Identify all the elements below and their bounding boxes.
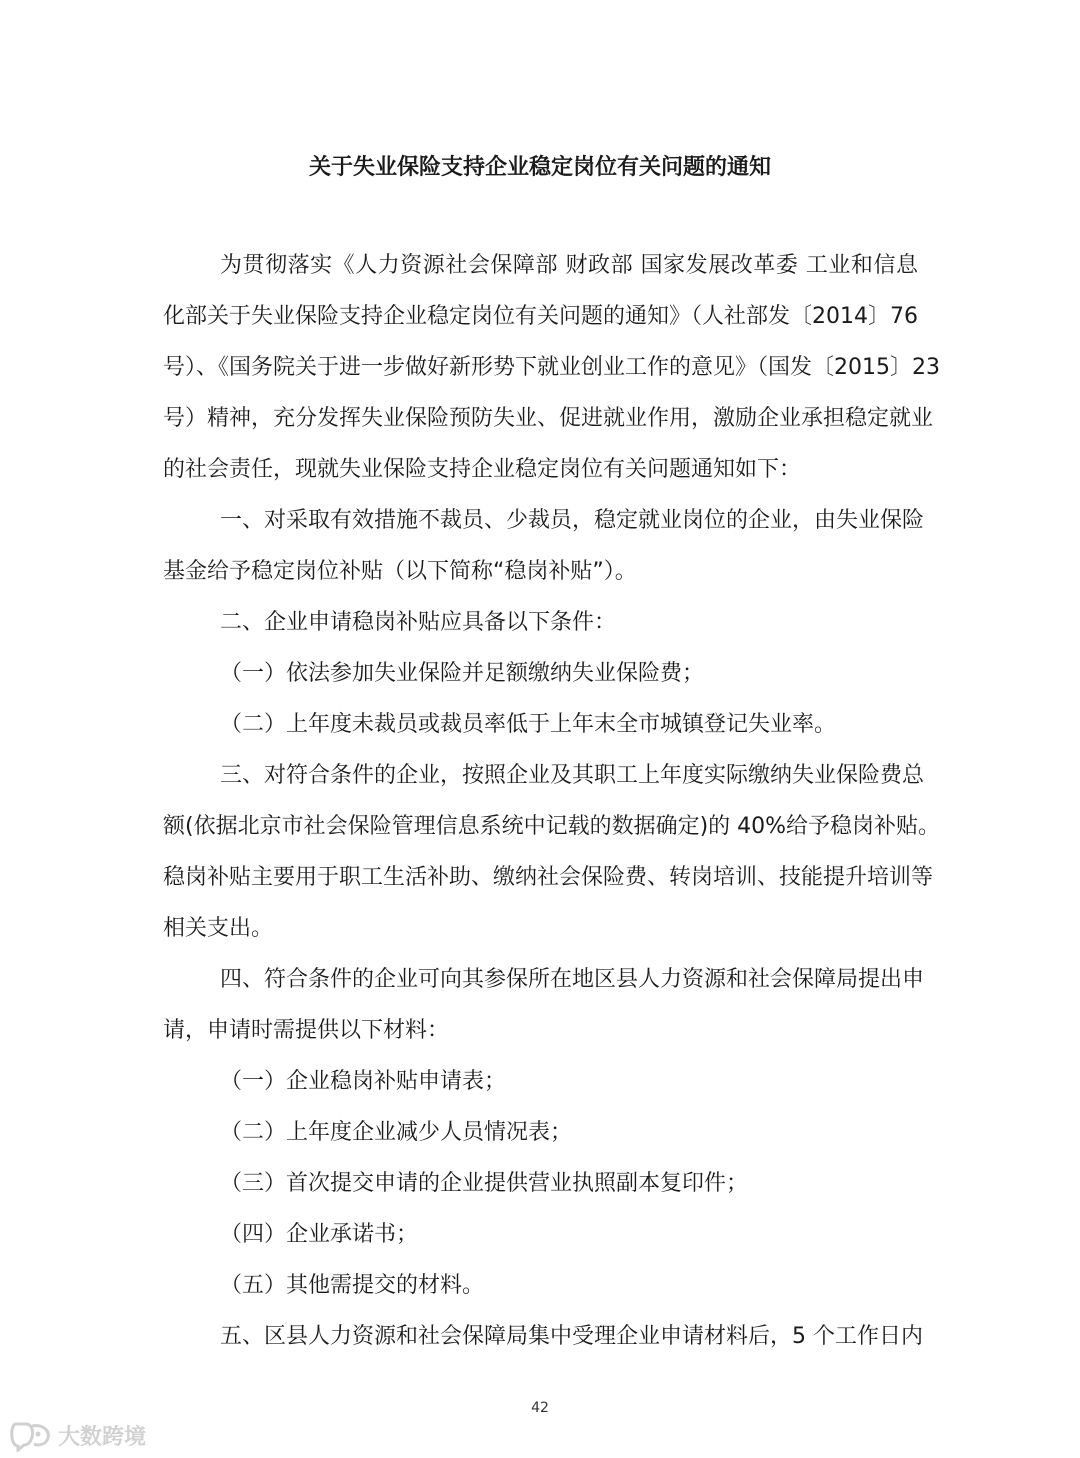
paragraph-line: （二）上年度企业减少人员情况表； xyxy=(220,1120,573,1145)
watermark-logo-icon xyxy=(8,1418,52,1452)
paragraph-line: 一、对采取有效措施不裁员、少裁员，稳定就业岗位的企业，由失业保险 xyxy=(220,508,925,533)
paragraph-line: 相关支出。 xyxy=(163,916,274,941)
paragraph-line: 三、对符合条件的企业，按照企业及其职工上年度实际缴纳失业保险费总 xyxy=(220,763,925,788)
paragraph-line: 的社会责任，现就失业保险支持企业稳定岗位有关问题通知如下： xyxy=(163,457,802,482)
paragraph-line: （二）上年度未裁员或裁员率低于上年末全市城镇登记失业率。 xyxy=(220,712,837,737)
paragraph-line: 请，申请时需提供以下材料： xyxy=(163,1018,450,1043)
paragraph-line: 五、区县人力资源和社会保障局集中受理企业申请材料后，5 个工作日内 xyxy=(220,1324,923,1349)
paragraph-line: （四）企业承诺书； xyxy=(220,1222,419,1247)
paragraph-line: 额(依据北京市社会保险管理信息系统中记载的数据确定)的 40%给予稳岗补贴。 xyxy=(163,814,941,839)
paragraph-line: 号）精神，充分发挥失业保险预防失业、促进就业作用，激励企业承担稳定就业 xyxy=(163,406,934,431)
paragraph-line: （五）其他需提交的材料。 xyxy=(220,1273,485,1298)
watermark xyxy=(8,1418,146,1452)
document-body xyxy=(163,240,941,1362)
paragraph-line: 化部关于失业保险支持企业稳定岗位有关问题的通知》（人社部发〔2014〕76 xyxy=(163,304,918,329)
paragraph-line: （一）依法参加失业保险并足额缴纳失业保险费； xyxy=(220,661,705,686)
page-number: 42 xyxy=(531,1400,549,1416)
paragraph-line: （一）企业稳岗补贴申请表； xyxy=(220,1069,507,1094)
watermark-text: 大数跨境 xyxy=(58,1424,147,1450)
paragraph-line: 二、企业申请稳岗补贴应具备以下条件： xyxy=(220,610,617,635)
paragraph-line: 基金给予稳定岗位补贴（以下简称“稳岗补贴”）。 xyxy=(163,559,637,584)
document-title: 关于失业保险支持企业稳定岗位有关问题的通知 xyxy=(308,155,771,180)
paragraph-line: 稳岗补贴主要用于职工生活补助、缴纳社会保险费、转岗培训、技能提升培训等 xyxy=(163,865,934,890)
paragraph-line: 为贯彻落实《人力资源社会保障部 财政部 国家发展改革委 工业和信息 xyxy=(220,253,918,278)
paragraph-line: 号）、《国务院关于进一步做好新形势下就业创业工作的意见》（国发〔2015〕23 xyxy=(163,355,940,380)
paragraph-line: 四、符合条件的企业可向其参保所在地区县人力资源和社会保障局提出申 xyxy=(220,967,925,992)
paragraph-line: （三）首次提交申请的企业提供营业执照副本复印件； xyxy=(220,1171,749,1196)
